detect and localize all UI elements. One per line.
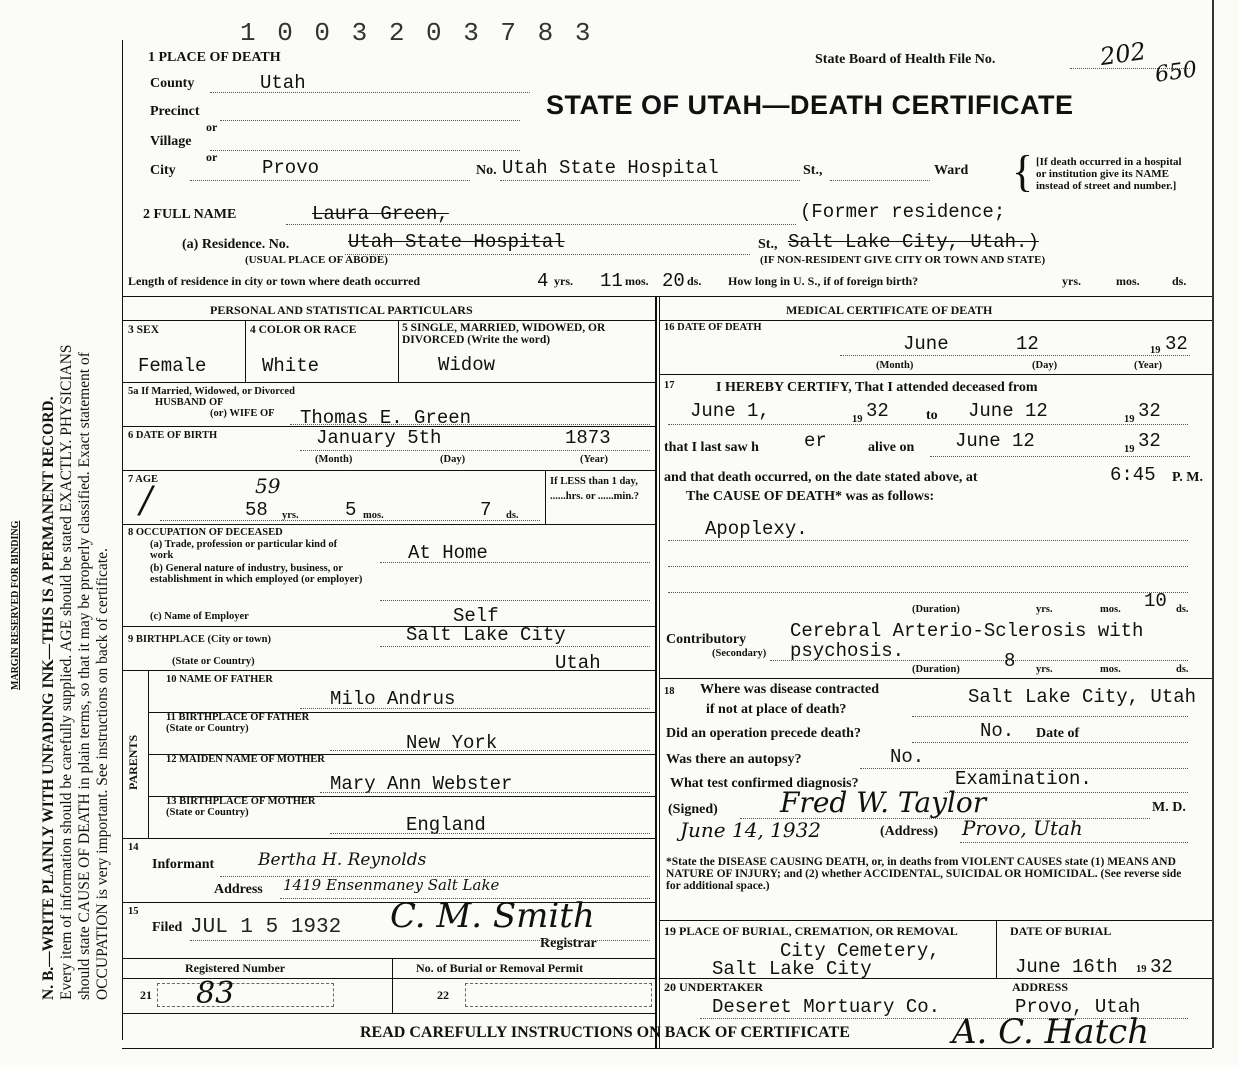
birth-state-value: Utah <box>555 652 601 674</box>
spouse-label-1: 5a If Married, Widowed, or Divorced <box>128 386 295 397</box>
employer-value: Self <box>453 605 499 627</box>
death-year-caption: (Year) <box>1134 360 1162 371</box>
foreign-yrs-label: yrs. <box>1062 274 1081 288</box>
occupation-value: At Home <box>408 542 488 564</box>
age-years-value: 58 <box>245 499 268 521</box>
where-contracted-label-2: if not at place of death? <box>706 702 847 717</box>
file-no-label: State Board of Health File No. <box>815 52 996 67</box>
registrar-label: Registrar <box>540 936 597 951</box>
age-days-label: ds. <box>506 510 519 521</box>
full-name-value: Laura Green, <box>312 203 449 225</box>
dob-year-caption: (Year) <box>580 454 608 465</box>
informant-value: Bertha H. Reynolds <box>258 850 427 870</box>
age-days-value: 7 <box>480 499 492 521</box>
death-year-value: 32 <box>1165 333 1188 355</box>
less-than-day-label: If LESS than 1 day, ......hrs. or ......min.? <box>550 476 640 502</box>
mother-birthplace-value: England <box>406 814 486 836</box>
institution-note: [If death occurred in a hospital or institution give its NAME instead of street and number.] <box>1036 156 1182 192</box>
color-label: 4 COLOR OR RACE <box>250 324 357 336</box>
contributory-value-1: Cerebral Arterio-Sclerosis with <box>790 620 1144 642</box>
burial-place-label: 19 PLACE OF BURIAL, CREMATION, OR REMOVAL <box>664 924 958 938</box>
employer-label: (c) Name of Employer <box>150 611 249 622</box>
ward-label: Ward <box>934 163 969 178</box>
former-residence-value: (Former residence; <box>800 201 1006 223</box>
father-name-label: 10 NAME OF FATHER <box>166 674 273 685</box>
burial-permit-box <box>465 983 652 1007</box>
residence-value: Utah State Hospital <box>348 231 565 253</box>
marital-label: 5 SINGLE, MARRIED, WIDOWED, OR DIVORCED (Write the word) <box>402 322 606 346</box>
city-value: Provo <box>262 157 320 179</box>
signature-date: June 14, 1932 <box>680 818 822 842</box>
death-day-value: 12 <box>1016 333 1039 355</box>
burial-permit-label: No. of Burial or Removal Permit <box>416 961 584 975</box>
institution-value: Utah State Hospital <box>502 157 719 179</box>
place-of-death-label: 1 PLACE OF DEATH <box>148 50 281 65</box>
informant-label: Informant <box>152 857 215 872</box>
death-occurred-text: and that death occurred, on the date stated above, at <box>664 470 978 485</box>
age-handwritten-mark: / <box>140 480 153 521</box>
margin-instruction-1: Every item of information should be carefully supplied. AGE should be stated EXACTLY. PHYSICIANS <box>58 344 75 1000</box>
registered-number-value: 83 <box>196 976 235 1011</box>
dob-year-value: 1873 <box>565 427 611 449</box>
time-of-death-value: 6:45 <box>1110 464 1156 486</box>
filed-label: Filed <box>152 920 183 935</box>
county-value: Utah <box>260 72 306 94</box>
cause-of-death-value: Apoplexy. <box>705 518 808 540</box>
registered-number-box <box>157 983 334 1007</box>
occupation-a-label: (a) Trade, profession or particular kind of work <box>150 539 338 561</box>
operation-label: Did an operation precede death? <box>666 726 861 741</box>
physician-signature: Fred W. Taylor <box>780 786 987 819</box>
duration-2-years-value: 8 <box>1004 650 1016 672</box>
birthplace-value: Salt Lake City <box>406 624 566 646</box>
item-18-number: 18 <box>664 686 675 697</box>
duration-yrs-label: yrs. <box>1036 604 1053 615</box>
undertaker-label: 20 UNDERTAKER <box>664 980 764 994</box>
age-months-value: 5 <box>345 499 357 521</box>
item-21-number: 21 <box>140 988 152 1002</box>
margin-binding: MARGIN RESERVED FOR BINDING <box>10 520 21 690</box>
duration-label: (Duration) <box>912 604 960 615</box>
spouse-value: Thomas E. Green <box>300 407 472 429</box>
margin-instruction-2: should state CAUSE OF DEATH in plain terms, so that it may be properly classified. Exact statement of <box>76 352 93 1000</box>
marital-value: Widow <box>438 354 496 376</box>
foreign-ds-label: ds. <box>1172 274 1187 288</box>
burial-place-value-2: Salt Lake City <box>712 958 872 980</box>
attended-from-year: 32 <box>866 400 889 422</box>
personal-section-title: PERSONAL AND STATISTICAL PARTICULARS <box>210 303 473 317</box>
residence-label: (a) Residence. No. <box>182 237 290 252</box>
age-months-label: mos. <box>363 510 384 521</box>
county-label: County <box>150 76 195 91</box>
alive-on-label: alive on <box>868 440 915 455</box>
undertaker-address-value: Provo, Utah <box>1015 996 1141 1018</box>
duration-2-yrs-label: yrs. <box>1036 664 1053 675</box>
certify-text: I HEREBY CERTIFY, That I attended deceased from <box>716 380 1038 395</box>
length-years-label: yrs. <box>554 274 573 288</box>
duration-2-mos-label: mos. <box>1100 664 1121 675</box>
item-15-number: 15 <box>128 906 139 917</box>
length-years-value: 4 <box>537 270 549 292</box>
birth-state-label: (State or Country) <box>172 656 255 667</box>
duration-ds-label: ds. <box>1176 604 1189 615</box>
dob-label: 6 DATE OF BIRTH <box>128 430 218 441</box>
file-no-value: 202 <box>1098 36 1148 72</box>
test-confirmed-value: Examination. <box>955 768 1092 790</box>
medical-section-title: MEDICAL CERTIFICATE OF DEATH <box>786 303 993 317</box>
certificate-title: STATE OF UTAH—DEATH CERTIFICATE <box>546 90 1074 120</box>
registrar-signature: C. M. Smith <box>390 896 595 936</box>
length-of-residence-label: Length of residence in city or town where death occurred <box>128 274 421 288</box>
death-year-prefix: 19 <box>1150 345 1161 356</box>
physician-address-label: (Address) <box>880 824 939 839</box>
last-saw-suffix: er <box>804 430 827 452</box>
to-year-prefix: 19 <box>1124 414 1135 425</box>
foreign-mos-label: mos. <box>1116 274 1140 288</box>
contributory-value-2: psychosis. <box>790 640 905 662</box>
undertaker-value: Deseret Mortuary Co. <box>712 996 941 1018</box>
undertaker-address-label: ADDRESS <box>1012 980 1069 994</box>
residence-st-label: St., <box>758 237 778 252</box>
mother-name-value: Mary Ann Webster <box>330 773 513 795</box>
occupation-b-label: (b) General nature of industry, business, or establishment in which employed (or employer) <box>150 563 363 585</box>
color-value: White <box>262 355 320 377</box>
registered-number-label: Registered Number <box>185 961 286 975</box>
alive-on-date: June 12 <box>955 430 1035 452</box>
item-22-number: 22 <box>437 988 449 1002</box>
burial-date-value: June 16th <box>1015 956 1118 978</box>
operation-value: No. <box>980 720 1015 742</box>
death-month-value: June <box>903 333 949 355</box>
sex-value: Female <box>138 355 207 377</box>
burial-place-value-1: City Cemetery, <box>780 940 940 962</box>
residence-city-value: Salt Lake City, Utah.) <box>788 231 1039 253</box>
father-birthplace-label: 11 BIRTHPLACE OF FATHER (State or Country) <box>166 712 310 734</box>
duration-days-value: 10 <box>1144 590 1167 612</box>
mother-name-label: 12 MAIDEN NAME OF MOTHER <box>166 754 325 765</box>
item-14-number: 14 <box>128 842 139 853</box>
father-name-value: Milo Andrus <box>330 688 456 710</box>
parents-label: PARENTS <box>126 734 140 790</box>
attended-to-year: 32 <box>1138 400 1161 422</box>
md-label: M. D. <box>1152 800 1186 815</box>
age-years-label: yrs. <box>282 510 299 521</box>
street-label: St., <box>803 163 823 178</box>
father-birthplace-value: New York <box>406 732 498 754</box>
footer-signature: A. C. Hatch <box>952 1012 1150 1052</box>
birthplace-label: 9 BIRTHPLACE (City or town) <box>128 634 271 645</box>
last-saw-label: that I last saw h <box>664 440 759 455</box>
pm-label: P. M. <box>1172 470 1203 485</box>
stamp-number: 1 0 0 3 2 0 3 7 8 3 <box>240 18 594 48</box>
duration-2-ds-label: ds. <box>1176 664 1189 675</box>
alive-on-year: 32 <box>1138 430 1161 452</box>
spouse-label-2: HUSBAND OF <box>155 397 224 408</box>
alive-year-prefix: 19 <box>1124 444 1135 455</box>
sex-label: 3 SEX <box>128 324 159 336</box>
physician-address-value: Provo, Utah <box>962 816 1083 840</box>
length-months-value: 11 <box>600 270 623 292</box>
length-days-label: ds. <box>687 274 702 288</box>
death-day-caption: (Day) <box>1032 360 1058 371</box>
where-contracted-label-1: Where was disease contracted <box>700 682 879 697</box>
contributory-label: Contributory <box>666 632 747 647</box>
duration-2-label: (Duration) <box>912 664 960 675</box>
item-17-number: 17 <box>664 380 675 391</box>
duration-mos-label: mos. <box>1100 604 1121 615</box>
date-of-death-label: 16 DATE OF DEATH <box>664 322 762 333</box>
occupation-label: 8 OCCUPATION OF DECEASED <box>128 527 283 538</box>
margin-instruction-3: OCCUPATION is very important. See instructions on back of certificate. <box>94 548 111 1000</box>
attended-from-date: June 1, <box>690 400 770 422</box>
mother-birthplace-label: 13 BIRTHPLACE OF MOTHER (State or Country) <box>166 796 316 818</box>
cause-of-death-label: The CAUSE OF DEATH* was as follows: <box>686 489 935 504</box>
margin-notice: N. B.—WRITE PLAINLY WITH UNFADING INK—THIS IS A PERMANENT RECORD. <box>40 396 57 1000</box>
operation-date-label: Date of <box>1036 726 1080 741</box>
informant-address-label: Address <box>214 882 263 897</box>
filed-date-stamp: JUL 1 5 1932 <box>190 916 342 939</box>
informant-address-value: 1419 Ensenmaney Salt Lake <box>283 876 500 894</box>
burial-year-prefix: 19 <box>1136 964 1147 975</box>
city-label: City <box>150 163 176 178</box>
full-name-label: 2 FULL NAME <box>143 207 237 222</box>
burial-date-label: DATE OF BURIAL <box>1010 924 1112 938</box>
no-label: No. <box>476 163 497 178</box>
death-month-caption: (Month) <box>876 360 914 371</box>
burial-year-value: 32 <box>1150 956 1173 978</box>
where-contracted-value: Salt Lake City, Utah <box>968 686 1197 708</box>
foreign-birth-label: How long in U. S., if of foreign birth? <box>728 274 919 288</box>
autopsy-label: Was there an autopsy? <box>666 752 802 767</box>
dob-day-caption: (Day) <box>440 454 466 465</box>
village-label: Village <box>150 134 192 149</box>
or-1: or <box>206 120 218 134</box>
length-months-label: mos. <box>625 274 649 288</box>
signed-label: (Signed) <box>668 802 718 817</box>
to-label: to <box>926 408 938 423</box>
instructions-footer: READ CAREFULLY INSTRUCTIONS ON BACK OF CERTIFICATE <box>360 1024 850 1041</box>
autopsy-value: No. <box>890 746 925 768</box>
test-confirmed-label: What test confirmed diagnosis? <box>670 776 859 791</box>
dob-month-caption: (Month) <box>315 454 353 465</box>
length-days-value: 20 <box>662 270 685 292</box>
age-handwritten-59: 59 <box>255 474 281 498</box>
or-2: or <box>206 150 218 164</box>
usual-place-note: (USUAL PLACE OF ABODE) <box>245 254 388 266</box>
brace-symbol: { <box>1012 147 1034 196</box>
spouse-label-3: (or) WIFE OF <box>210 408 275 419</box>
secondary-label: (Secondary) <box>712 648 767 659</box>
age-label: 7 AGE <box>128 474 159 485</box>
cause-footnote: *State the DISEASE CAUSING DEATH, or, in deaths from VIOLENT CAUSES state (1) MEANS AND NATURE OF INJURY; and (2) whether ACCIDENTAL, SUICIDAL OR HOMICIDAL. (See reverse side for additional space.) <box>666 856 1182 892</box>
non-resident-note: (IF NON-RESIDENT GIVE CITY OR TOWN AND STATE) <box>760 254 1046 266</box>
from-year-prefix: 19 <box>852 414 863 425</box>
precinct-label: Precinct <box>150 104 200 119</box>
file-no-value-2: 650 <box>1153 57 1199 88</box>
dob-month-day-value: January 5th <box>316 427 442 449</box>
attended-to-date: June 12 <box>968 400 1048 422</box>
